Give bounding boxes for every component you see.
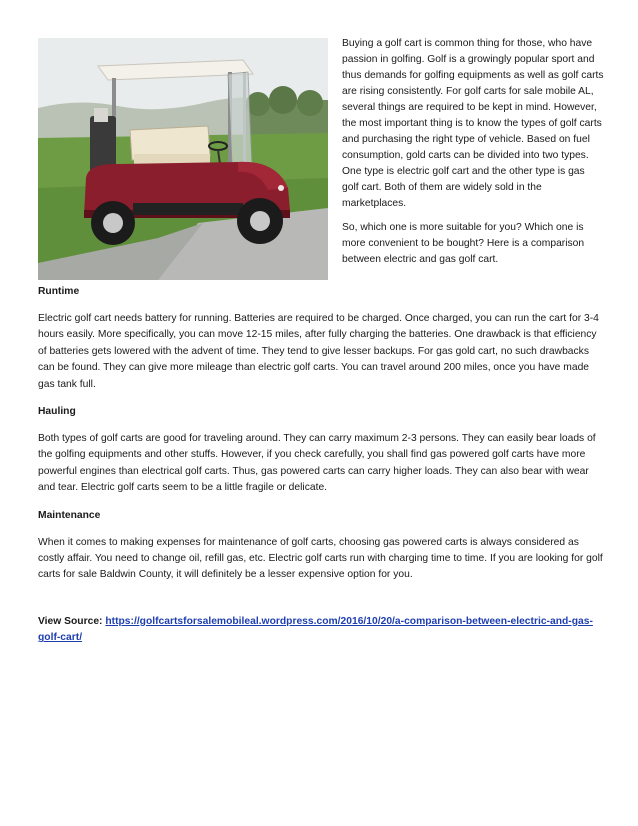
view-source (38, 614, 604, 647)
intro-paragraph: So, which one is more suitable for you? Which one is more convenient to be bought? Here is a comparison between electric and gas golf cart. (342, 222, 585, 265)
section-text-runtime: Electric golf cart needs battery for running. Batteries are required to be charged. Once charged, you can run the cart for 3-4 hours easily. More specifically, you can move 12-15 miles, after fully charging the batteries. One drawback is that efficiency of batteries gets lowered with the advent of time. They tend to give lesser backups. For gas gold cart, no such drawbacks can be found. They can give more mileage than electric golf carts. You can travel around 200 miles, once you have made gas tank full. (38, 313, 599, 390)
article-body (38, 284, 604, 647)
section-heading-hauling: Hauling (38, 406, 76, 418)
section-text-hauling: Both types of golf carts are good for traveling around. They can carry maximum 2-3 persons. They can easily bear loads of the golfing equipments and other stuffs. However, if you check carefully, you shall find gas powered golf carts have more powerful engines than electrical golf carts. Thus, gas powered carts can carry higher loads. They can also bear with wear and tear. Electric golf carts seem to be a little fragile or delicate. (38, 433, 596, 494)
intro-paragraph: Buying a golf cart is common thing for those, who have passion in golfing. Golf is a growingly popular sport and thus demands for golfing equipments as well as golf carts are rising consistently. For golf carts for sale mobile AL, several things are required to be kept in mind. However, the most important thing is to know the types of golf carts and purchasing the right type of vehicle. Based on fuel consumption, gold carts can be divided into two types. One type is electric golf cart and the other type is gas golf cart. Both of them are widely sold in the marketplaces. (342, 38, 604, 209)
section-heading-maintenance: Maintenance (38, 509, 101, 521)
intro-text (342, 36, 604, 276)
view-source-link[interactable]: https://golfcartsforsalemobileal.wordpress.com/2016/10/20/a-comparison-between-electric-and-gas-golf-cart/ (38, 615, 593, 644)
view-source-label: View Source: (38, 615, 103, 627)
section-heading-runtime: Runtime (38, 286, 80, 297)
golf-cart-photo (38, 38, 328, 280)
golf-cart-illustration (38, 38, 328, 280)
section-text-maintenance: When it comes to making expenses for maintenance of golf carts, choosing gas powered carts is always considered as costly affair. You need to change oil, refill gas, etc. Electric golf carts run with charging time to time. If you are looking for golf carts for sale Baldwin County, it will definitely be a lesser expensive option for you. (38, 536, 603, 581)
